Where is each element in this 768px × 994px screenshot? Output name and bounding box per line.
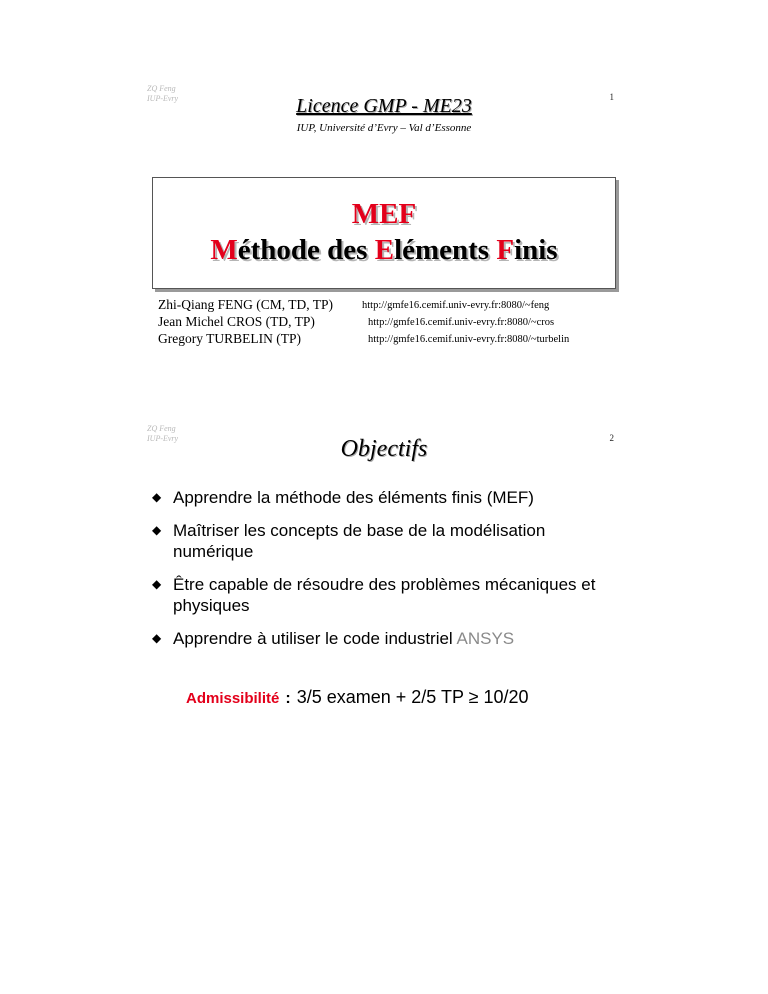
title-part: F bbox=[496, 234, 515, 266]
author-url-link[interactable]: http://gmfe16.cemif.univ-evry.fr:8080/~turbelin bbox=[368, 334, 570, 345]
author-name: Zhi-Qiang FENG (CM, TD, TP) bbox=[158, 297, 333, 312]
objectives-list bbox=[150, 487, 610, 661]
title-part: M bbox=[210, 234, 238, 266]
slide-1 bbox=[0, 0, 768, 400]
course-title: Licence GMP - ME23 bbox=[296, 95, 472, 117]
page-number: 2 bbox=[609, 433, 614, 443]
author-url-link[interactable]: http://gmfe16.cemif.univ-evry.fr:8080/~cros bbox=[368, 317, 555, 328]
title-part: inis bbox=[514, 234, 558, 266]
mef-full-title bbox=[153, 234, 615, 267]
title-box bbox=[152, 177, 616, 289]
list-item bbox=[150, 520, 610, 562]
list-item-text: Apprendre à utiliser le code industriel bbox=[173, 629, 457, 648]
author-url-link[interactable]: http://gmfe16.cemif.univ-evry.fr:8080/~feng bbox=[362, 300, 550, 311]
author-name: Gregory TURBELIN (TP) bbox=[158, 331, 301, 346]
diamond-bullet-icon: ◆ bbox=[152, 631, 162, 645]
diamond-bullet-icon: ◆ bbox=[152, 490, 162, 504]
author-row bbox=[158, 330, 618, 347]
ansys-highlight: ANSYS bbox=[456, 629, 515, 648]
admissibility-formula: 3/5 examen + 2/5 TP ≥ 10/20 bbox=[296, 687, 529, 707]
title-part: éthode des bbox=[237, 234, 375, 266]
title-part: léments bbox=[394, 234, 497, 266]
list-item-text: Apprendre la méthode des éléments finis (MEF) bbox=[173, 488, 534, 507]
title-part: E bbox=[374, 234, 395, 266]
list-item bbox=[150, 487, 610, 508]
author-row bbox=[158, 296, 618, 313]
corner-line: IUP-Evry bbox=[147, 94, 179, 103]
slide-2 bbox=[0, 400, 768, 994]
list-item-text: Être capable de résoudre des problèmes mécaniques et physiques bbox=[173, 575, 596, 615]
author-row bbox=[158, 313, 618, 330]
objectives-title: Objectifs bbox=[340, 436, 428, 462]
mef-acronym: MEF bbox=[351, 198, 417, 230]
corner-line: ZQ Feng bbox=[147, 424, 176, 433]
author-name: Jean Michel CROS (TD, TP) bbox=[158, 314, 315, 329]
author-list bbox=[158, 296, 618, 347]
admissibility-line bbox=[186, 687, 529, 708]
list-item bbox=[150, 574, 610, 616]
list-item bbox=[150, 628, 610, 649]
university-subtitle: IUP, Université d’Evry – Val d’Essonne bbox=[296, 122, 472, 134]
admissibility-colon: : bbox=[285, 690, 291, 707]
diamond-bullet-icon: ◆ bbox=[152, 577, 162, 591]
page-number: 1 bbox=[609, 92, 614, 102]
corner-line: IUP-Evry bbox=[147, 434, 179, 443]
corner-line: ZQ Feng bbox=[147, 84, 176, 93]
admissibility-label: Admissibilité bbox=[186, 690, 280, 707]
diamond-bullet-icon: ◆ bbox=[152, 523, 162, 537]
list-item-text: Maîtriser les concepts de base de la modélisation numérique bbox=[173, 521, 546, 561]
